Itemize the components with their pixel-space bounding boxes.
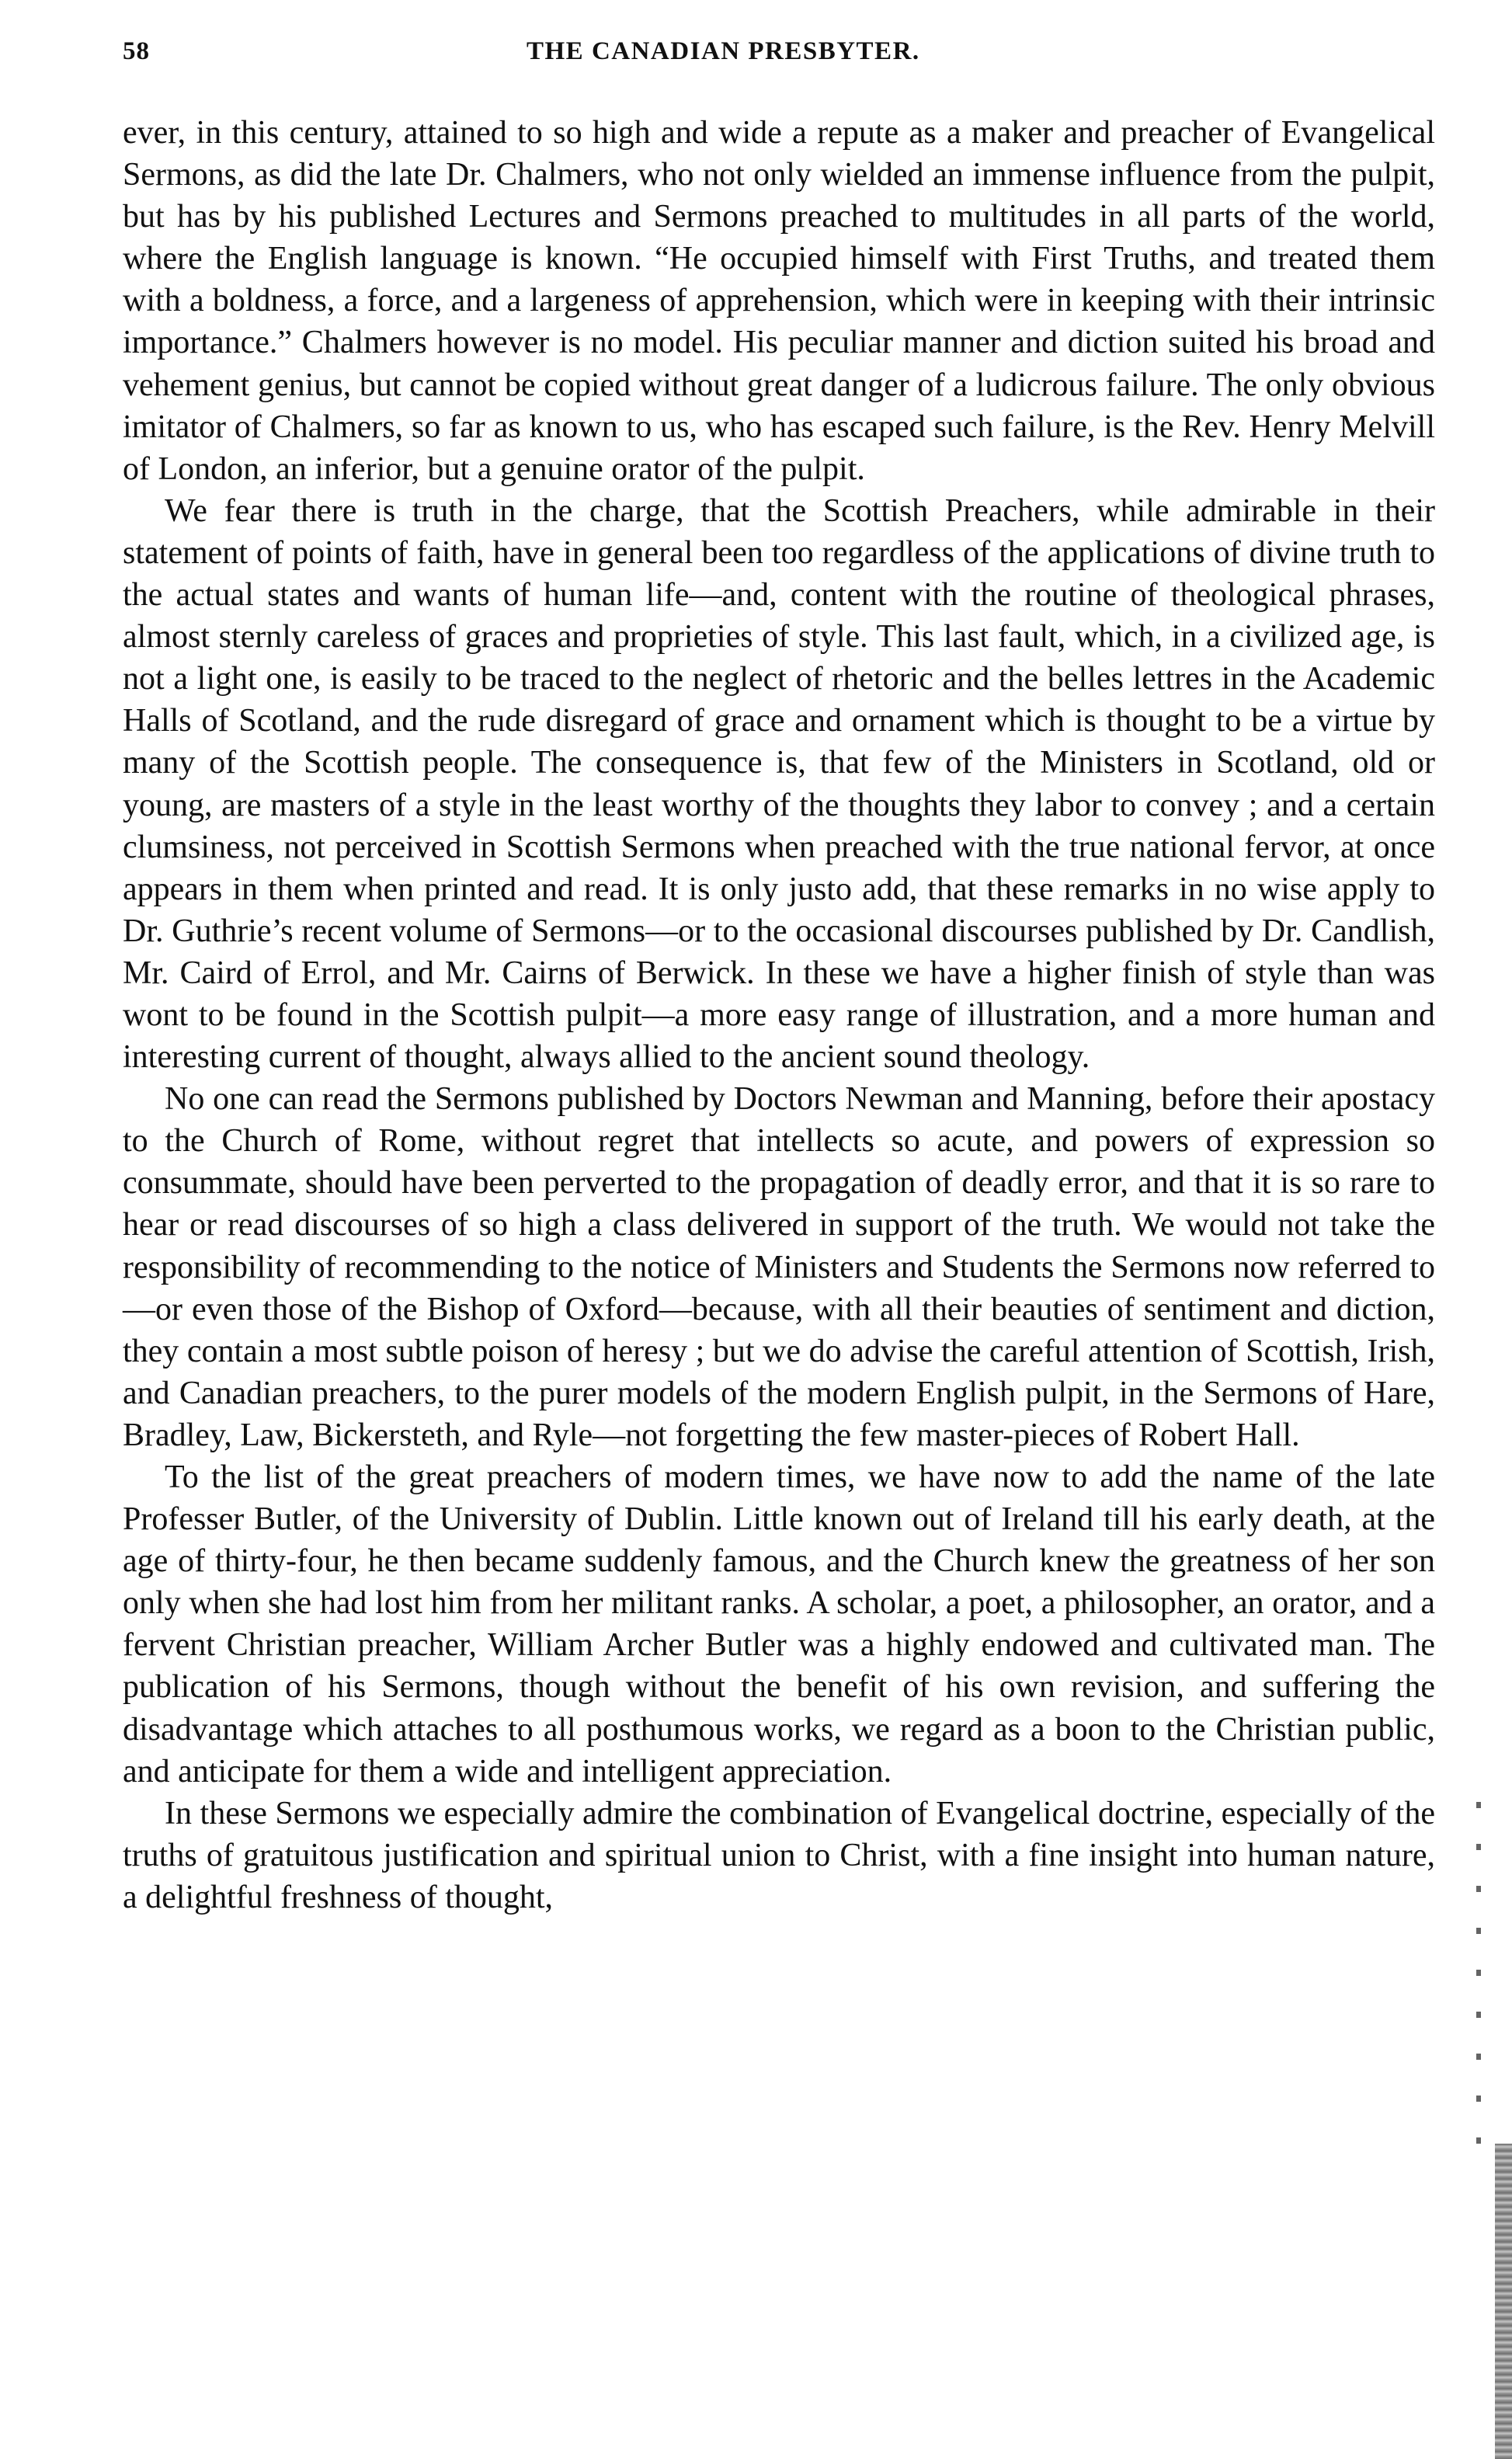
page-number: 58 [123, 37, 150, 65]
page-edge-shadow [1495, 2144, 1512, 2459]
paragraph: To the list of the great preachers of modern times, we have now to add the name of the late Professer Butler, of the University of Dublin. Little known out of Ireland till his early death, at the age of thirty-four, he then became suddenly famous, and the Church knew the greatness of her son only when she had lost him from her militant ranks. A scholar, a poet, a philosopher, an orator, and a fervent Christian preacher, William Archer Butler was a highly endowed and cultivated man. The publication of his Sermons, though without the benefit of his own revision, and suffering the disadvantage which attaches to all posthumous works, we regard as a boon to the Christian public, and anticipate for them a wide and intelligent appreciation. [123, 1459, 1435, 1789]
article-body [123, 112, 1435, 1918]
document-page [123, 28, 1435, 1915]
running-title: THE CANADIAN PRESBYTER. [527, 37, 920, 65]
binding-edge-marks [1476, 1779, 1481, 2144]
paragraph: No one can read the Sermons published by Doctors Newman and Manning, before their apostacy to the Church of Rome, without regret that intellects so acute, and powers of expression so consummate, should have been perverted to the propagation of deadly error, and that it is so rare to hear or read discourses of so high a class delivered in support of the truth. We would not take the responsibility of recommending to the notice of Ministers and Students the Sermons now referred to—or even those of the Bishop of Oxford—because, with all their beauties of sentiment and diction, they contain a most subtle poison of heresy ; but we do advise the careful attention of Scottish, Irish, and Canadian preachers, to the purer models of the modern English pulpit, in the Sermons of Hare, Bradley, Law, Bickersteth, and Ryle—not forgetting the few master-pieces of Robert Hall. [123, 1081, 1435, 1453]
paragraph: We fear there is truth in the charge, that the Scottish Preachers, while admirable in their statement of points of faith, have in general been too regardless of the applications of divine truth to the actual states and wants of human life—and, content with the routine of theological phrases, almost sternly careless of graces and proprieties of style. This last fault, which, in a civilized age, is not a light one, is easily to be traced to the neglect of rhetoric and the belles lettres in the Academic Halls of Scotland, and the rude disregard of grace and ornament which is thought to be a virtue by many of the Scottish people. The consequence is, that few of the Ministers in Scotland, old or young, are masters of a style in the least worthy of the thoughts they labor to convey ; and a certain clumsiness, not perceived in Scottish Sermons when preached with the true national fervor, at once appears in them when printed and read. It is only justo add, that these remarks in no wise apply to Dr. Guthrie’s recent volume of Sermons—or to the occasional discourses published by Dr. Candlish, Mr. Caird of Errol, and Mr. Cairns of Berwick. In these we have a higher finish of style than was wont to be found in the Scottish pulpit—a more easy range of illustration, and a more human and interesting current of thought, always allied to the ancient sound theology. [123, 492, 1435, 1076]
paragraph: ever, in this century, attained to so high and wide a repute as a maker and preacher of Evangelical Sermons, as did the late Dr. Chalmers, who not only wielded an immense influence from the pulpit, but has by his published Lectures and Sermons preached to multitudes in all parts of the world, where the English language is known. “He occupied himself with First Truths, and treated them with a boldness, a force, and a largeness of apprehension, which were in keeping with their intrinsic importance.” Chalmers however is no model. His peculiar manner and diction suited his broad and vehement genius, but cannot be copied without great danger of a ludicrous failure. The only obvious imitator of Chalmers, so far as known to us, who has escaped such failure, is the Rev. Henry Melvill of London, an inferior, but a genuine orator of the pulpit. [123, 115, 1435, 487]
paragraph: In these Sermons we especially admire the combination of Evangelical doctrine, especially of the truths of gratuitous justification and spiritual union to Christ, with a fine insight into human nature, a delightful freshness of thought, [123, 1795, 1435, 1915]
page-header [123, 28, 1435, 73]
